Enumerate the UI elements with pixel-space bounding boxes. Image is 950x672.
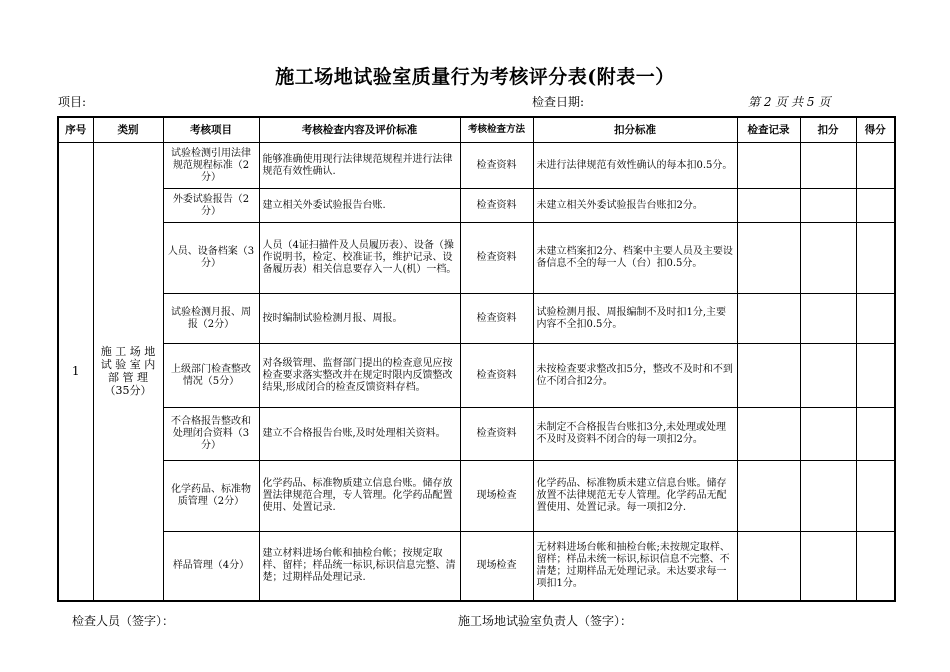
row-check-record[interactable] xyxy=(737,143,800,189)
header-content: 考核检查内容及评价标准 xyxy=(259,117,460,143)
header-score: 得分 xyxy=(856,117,895,143)
row-item: 试验检测月报、周报（2分） xyxy=(163,294,259,344)
evaluation-table xyxy=(57,116,896,602)
row-item: 人员、设备档案（3分） xyxy=(163,223,259,294)
row-deduction-points[interactable] xyxy=(800,461,856,532)
row-deduction: 无材料进场台帐和抽检台帐;未按规定取样、留样；样品未统一标识,标识信息不完整、不清楚；过期样品无处理记录。未达要求每一项扣1分。 xyxy=(533,532,737,601)
row-deduction: 未按检查要求整改扣5分，整改不及时和不到位不闭合扣2分。 xyxy=(533,344,737,408)
row-score[interactable] xyxy=(856,408,895,461)
row-deduction-points[interactable] xyxy=(800,532,856,601)
project-label: 项目: xyxy=(58,95,87,109)
row-deduction-points[interactable] xyxy=(800,408,856,461)
header-method: 考核检查方法 xyxy=(460,117,533,143)
table-row xyxy=(58,143,895,189)
row-deduction: 未进行法律规范有效性确认的每本扣0.5分。 xyxy=(533,143,737,189)
row-deduction-points[interactable] xyxy=(800,223,856,294)
row-method: 现场检查 xyxy=(460,532,533,601)
row-method: 现场检查 xyxy=(460,461,533,532)
table-row xyxy=(58,189,895,223)
table-row xyxy=(58,344,895,408)
table-row xyxy=(58,408,895,461)
row-content: 建立不合格报告台账,及时处理相关资料。 xyxy=(259,408,460,461)
row-score[interactable] xyxy=(856,143,895,189)
row-check-record[interactable] xyxy=(737,408,800,461)
row-check-record[interactable] xyxy=(737,294,800,344)
header-deduction-standard: 扣分标准 xyxy=(533,117,737,143)
row-score[interactable] xyxy=(856,344,895,408)
row-method: 检查资料 xyxy=(460,344,533,408)
row-deduction-points[interactable] xyxy=(800,143,856,189)
row-score[interactable] xyxy=(856,532,895,601)
row-deduction: 未建立档案扣2分、档案中主要人员及主要设备信息不全的每一人（台）扣0.5分。 xyxy=(533,223,737,294)
row-item: 样品管理（4分） xyxy=(163,532,259,601)
header-index: 序号 xyxy=(58,117,93,143)
row-score[interactable] xyxy=(856,223,895,294)
row-check-record[interactable] xyxy=(737,532,800,601)
row-score[interactable] xyxy=(856,461,895,532)
row-deduction-points[interactable] xyxy=(800,189,856,223)
row-score[interactable] xyxy=(856,294,895,344)
header-category: 类别 xyxy=(93,117,163,143)
table-header-row xyxy=(58,117,895,143)
table-row xyxy=(58,294,895,344)
row-item: 试验检测引用法律规范规程标准（2分） xyxy=(163,143,259,189)
row-content: 能够准确使用现行法律规范规程并进行法律规范有效性确认. xyxy=(259,143,460,189)
row-deduction-points[interactable] xyxy=(800,344,856,408)
row-item: 化学药品、标准物质管理（2分） xyxy=(163,461,259,532)
row-item: 外委试验报告（2分） xyxy=(163,189,259,223)
row-check-record[interactable] xyxy=(737,461,800,532)
check-date-label: 检查日期: xyxy=(532,95,585,109)
row-content: 建立相关外委试验报告台账. xyxy=(259,189,460,223)
header-check-record: 检查记录 xyxy=(737,117,800,143)
row-item: 不合格报告整改和处理闭合资料（3分） xyxy=(163,408,259,461)
page-title: 施工场地试验室质量行为考核评分表(附表一） xyxy=(275,66,675,88)
group-index: 1 xyxy=(58,143,93,601)
page-number: 第 2 页 共 5 页 xyxy=(748,95,831,109)
table-row xyxy=(58,461,895,532)
row-method: 检查资料 xyxy=(460,294,533,344)
row-content: 化学药品、标准物质建立信息台账。储存放置法律规范合理，专人管理。化学药品配置使用、处置记录. xyxy=(259,461,460,532)
inspector-signature-label: 检查人员（签字）： xyxy=(72,614,175,628)
row-content: 对各级管理、监督部门提出的检查意见应按检查要求落实整改并在规定时限内反馈整改结果,形成闭合的检查反馈资料存档。 xyxy=(259,344,460,408)
row-check-record[interactable] xyxy=(737,223,800,294)
row-check-record[interactable] xyxy=(737,344,800,408)
header-item: 考核项目 xyxy=(163,117,259,143)
row-deduction: 未建立相关外委试验报告台账扣2分。 xyxy=(533,189,737,223)
row-check-record[interactable] xyxy=(737,189,800,223)
row-score[interactable] xyxy=(856,189,895,223)
table-row xyxy=(58,532,895,601)
header-deduction: 扣分 xyxy=(800,117,856,143)
row-item: 上级部门检查整改情况（5分） xyxy=(163,344,259,408)
row-deduction: 化学药品、标准物质未建立信息台账。储存放置不法律规范无专人管理。化学药品无配置使用、处置记录。每一项扣2分. xyxy=(533,461,737,532)
group-category: 施 工 场 地 试 验 室 内 部 管 理 （35分） xyxy=(93,143,163,601)
row-deduction-points[interactable] xyxy=(800,294,856,344)
row-content: 建立材料进场台帐和抽检台帐；按规定取样、留样；样品统一标识,标识信息完整、清楚；过期样品处理记录. xyxy=(259,532,460,601)
lab-head-signature-label: 施工场地试验室负责人（签字）： xyxy=(458,614,633,628)
row-deduction: 试验检测月报、周报编制不及时扣1分,主要内容不全扣0.5分。 xyxy=(533,294,737,344)
row-method: 检查资料 xyxy=(460,189,533,223)
row-method: 检查资料 xyxy=(460,143,533,189)
table-row xyxy=(58,223,895,294)
row-content: 人员（4证扫描件及人员履历表）、设备（操作说明书，检定、校准证书，维护记录、设备履历表）相关信息要存入一人(机）一档。 xyxy=(259,223,460,294)
row-method: 检查资料 xyxy=(460,223,533,294)
row-content: 按时编制试验检测月报、周报。 xyxy=(259,294,460,344)
row-deduction: 未制定不合格报告台账扣3分,未处理或处理不及时及资料不闭合的每一项扣2分。 xyxy=(533,408,737,461)
row-method: 检查资料 xyxy=(460,408,533,461)
